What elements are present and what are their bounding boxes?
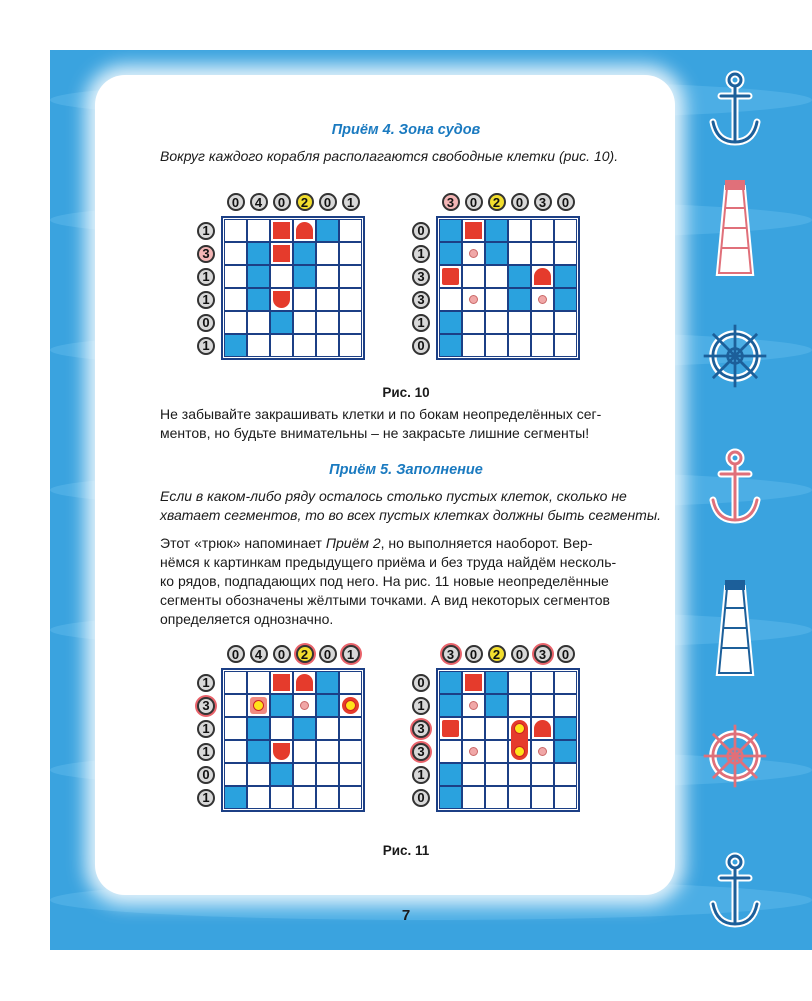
paragraph-line: Не забывайте закрашивать клетки и по бокам неопределённых сег- <box>160 406 602 422</box>
sea-cell <box>316 694 339 717</box>
grid-cell <box>508 311 531 334</box>
column-clue: 2 <box>488 645 506 663</box>
grid-cell <box>247 219 270 242</box>
grid-cell <box>293 288 316 311</box>
sea-cell <box>508 288 531 311</box>
grid-cell <box>508 671 531 694</box>
grid-cell <box>316 242 339 265</box>
row-clue: 1 <box>412 766 430 784</box>
section-heading-4: Приём 4. Зона судов <box>331 122 481 138</box>
sea-cell <box>293 242 316 265</box>
anchor-icon <box>700 70 770 150</box>
sea-cell <box>247 265 270 288</box>
grid-cell <box>531 334 554 357</box>
row-clue: 1 <box>197 337 215 355</box>
grid-cell <box>270 786 293 809</box>
grid-cell <box>270 265 293 288</box>
segment-hint-dot <box>469 701 478 710</box>
grid-cell <box>508 694 531 717</box>
column-clue: 3 <box>442 193 460 211</box>
column-clue: 0 <box>465 193 483 211</box>
grid-cell <box>339 219 362 242</box>
grid-cell <box>554 219 577 242</box>
row-clue: 0 <box>197 314 215 332</box>
ship-segment <box>442 720 459 737</box>
grid-cell <box>508 334 531 357</box>
column-clue: 3 <box>534 645 552 663</box>
column-clue: 0 <box>557 645 575 663</box>
row-clue: 3 <box>412 720 430 738</box>
grid-cell <box>339 265 362 288</box>
ship-segment <box>273 245 290 262</box>
grid-cell <box>339 311 362 334</box>
grid-cell <box>247 671 270 694</box>
row-clue: 3 <box>412 743 430 761</box>
sea-cell <box>485 694 508 717</box>
ship-wheel-icon <box>700 718 770 794</box>
row-clue: 0 <box>412 222 430 240</box>
sea-cell <box>439 763 462 786</box>
ship-end-bottom <box>273 291 290 308</box>
grid-cell <box>485 288 508 311</box>
sea-cell <box>270 694 293 717</box>
grid-cell <box>485 311 508 334</box>
puzzle-figure-10-right <box>410 193 595 373</box>
unknown-segment-dot <box>253 700 264 711</box>
anchor-icon <box>700 448 770 528</box>
grid-cell <box>554 786 577 809</box>
column-clue: 1 <box>342 645 360 663</box>
column-clue: 0 <box>319 193 337 211</box>
row-clue: 0 <box>412 789 430 807</box>
grid-cell <box>316 311 339 334</box>
row-clue: 1 <box>197 268 215 286</box>
grid-cell <box>485 334 508 357</box>
grid-cell <box>293 740 316 763</box>
puzzle-figure-11-right <box>410 645 595 825</box>
row-clue: 0 <box>197 766 215 784</box>
segment-hint-dot <box>469 295 478 304</box>
grid-cell <box>339 717 362 740</box>
grid-cell <box>531 219 554 242</box>
sea-cell <box>439 671 462 694</box>
grid-cell <box>339 763 362 786</box>
figure-caption-10: Рис. 10 <box>382 385 430 400</box>
grid-cell <box>339 786 362 809</box>
grid-cell <box>224 311 247 334</box>
grid-cell <box>339 288 362 311</box>
page-number: 7 <box>401 907 411 924</box>
sea-cell <box>439 786 462 809</box>
row-clue: 3 <box>197 245 215 263</box>
row-clue: 1 <box>412 314 430 332</box>
rule-text-line: Если в каком-либо ряду осталось столько пустых клеток, сколько не <box>160 488 627 504</box>
unknown-segment-dot <box>345 700 356 711</box>
rule-text-line: хватает сегментов, то во всех пустых клетках должны быть сегменты. <box>160 507 662 523</box>
grid-cell <box>247 334 270 357</box>
column-clue: 0 <box>227 645 245 663</box>
column-clue: 0 <box>511 193 529 211</box>
ship-end-top <box>296 674 313 691</box>
paragraph-line: ментов, но будьте внимательны – не закрасьте лишние сегменты! <box>160 425 590 441</box>
grid-cell <box>247 786 270 809</box>
unknown-segment-dot <box>514 746 525 757</box>
row-clue: 1 <box>197 743 215 761</box>
grid-cell <box>531 671 554 694</box>
ship-segment <box>273 674 290 691</box>
column-clue: 2 <box>488 193 506 211</box>
grid-cell <box>462 763 485 786</box>
text-span: Этот «трюк» напоминает <box>160 535 326 551</box>
grid-cell <box>316 265 339 288</box>
row-clue: 0 <box>412 674 430 692</box>
grid-cell <box>224 717 247 740</box>
row-clue: 1 <box>197 789 215 807</box>
grid-cell <box>224 740 247 763</box>
row-clue: 1 <box>197 222 215 240</box>
text-span: , но выполняется наоборот. Вер- <box>380 535 593 551</box>
grid-cell <box>224 671 247 694</box>
lighthouse-icon <box>700 178 770 278</box>
grid-cell <box>293 763 316 786</box>
sea-cell <box>439 334 462 357</box>
sea-cell <box>485 671 508 694</box>
sea-cell <box>554 265 577 288</box>
grid-cell <box>508 763 531 786</box>
grid-cell <box>531 763 554 786</box>
sea-cell <box>247 288 270 311</box>
grid-cell <box>485 740 508 763</box>
paragraph-line: определяется однозначно. <box>160 611 334 627</box>
grid-cell <box>554 671 577 694</box>
grid-cell <box>224 694 247 717</box>
grid-cell <box>439 740 462 763</box>
grid-cell <box>462 717 485 740</box>
column-clue: 4 <box>250 193 268 211</box>
column-clue: 4 <box>250 645 268 663</box>
sea-cell <box>270 311 293 334</box>
ship-wheel-icon <box>700 318 770 394</box>
grid-cell <box>554 334 577 357</box>
paragraph-line <box>160 534 593 553</box>
row-clue: 3 <box>197 697 215 715</box>
grid-cell <box>508 219 531 242</box>
sea-cell <box>508 265 531 288</box>
grid-cell <box>439 288 462 311</box>
segment-hint-dot <box>300 701 309 710</box>
grid-cell <box>462 265 485 288</box>
grid-cell <box>508 242 531 265</box>
sea-cell <box>554 717 577 740</box>
grid-cell <box>316 786 339 809</box>
grid-cell <box>462 334 485 357</box>
grid-cell <box>485 763 508 786</box>
grid-cell <box>293 334 316 357</box>
grid-cell <box>339 242 362 265</box>
grid-cell <box>531 786 554 809</box>
grid-cell <box>224 288 247 311</box>
row-clue: 1 <box>197 674 215 692</box>
puzzle-figure-10-left <box>195 193 380 373</box>
column-clue: 0 <box>319 645 337 663</box>
sea-cell <box>224 334 247 357</box>
sea-cell <box>270 763 293 786</box>
column-clue: 0 <box>557 193 575 211</box>
grid-cell <box>531 242 554 265</box>
sea-cell <box>316 671 339 694</box>
ship-segment <box>465 222 482 239</box>
grid-cell <box>531 694 554 717</box>
sea-cell <box>224 786 247 809</box>
grid-cell <box>247 311 270 334</box>
paragraph-line: ко рядов, подпадающих под него. На рис. 11 новые неопределённые <box>160 573 609 589</box>
grid-cell <box>554 311 577 334</box>
grid-cell <box>293 786 316 809</box>
row-clue: 0 <box>412 337 430 355</box>
grid-cell <box>339 740 362 763</box>
ship-segment <box>465 674 482 691</box>
sea-cell <box>439 311 462 334</box>
grid-cell <box>554 242 577 265</box>
column-clue: 3 <box>442 645 460 663</box>
grid-cell <box>462 786 485 809</box>
grid-cell <box>554 694 577 717</box>
row-clue: 1 <box>412 697 430 715</box>
paragraph-line: сегменты обозначены жёлтыми точками. А вид некоторых сегментов <box>160 592 610 608</box>
grid-cell <box>224 265 247 288</box>
sea-cell <box>316 219 339 242</box>
intro-text: Вокруг каждого корабля располагаются свободные клетки (рис. 10). <box>160 148 619 164</box>
sea-cell <box>293 717 316 740</box>
sea-cell <box>293 265 316 288</box>
segment-hint-dot <box>538 747 547 756</box>
ship-end-top <box>296 222 313 239</box>
row-clue: 1 <box>197 291 215 309</box>
paragraph-line: нёмся к картинкам предыдущего приёма и без труда найдём несколь- <box>160 554 617 570</box>
grid-cell <box>485 717 508 740</box>
sea-cell <box>439 219 462 242</box>
column-clue: 0 <box>227 193 245 211</box>
column-clue: 0 <box>273 645 291 663</box>
segment-hint-dot <box>469 747 478 756</box>
sea-cell <box>247 717 270 740</box>
row-clue: 1 <box>197 720 215 738</box>
grid-cell <box>316 288 339 311</box>
column-clue: 0 <box>273 193 291 211</box>
unknown-segment-dot <box>514 723 525 734</box>
sea-cell <box>247 242 270 265</box>
ship-end-bottom <box>273 743 290 760</box>
sea-cell <box>439 694 462 717</box>
segment-hint-dot <box>538 295 547 304</box>
grid-cell <box>224 763 247 786</box>
ship-end-top <box>534 268 551 285</box>
sea-cell <box>439 242 462 265</box>
grid-cell <box>316 740 339 763</box>
grid-cell <box>316 717 339 740</box>
column-clue: 0 <box>511 645 529 663</box>
puzzle-figure-11-left <box>195 645 380 825</box>
grid-cell <box>270 334 293 357</box>
sea-cell <box>247 740 270 763</box>
lighthouse-icon <box>700 578 770 678</box>
sea-cell <box>485 242 508 265</box>
grid-cell <box>339 671 362 694</box>
sea-cell <box>554 288 577 311</box>
grid-cell <box>485 265 508 288</box>
grid-cell <box>531 311 554 334</box>
grid-cell <box>270 717 293 740</box>
ship-segment <box>273 222 290 239</box>
figure-caption-11: Рис. 11 <box>382 843 430 858</box>
section-heading-5: Приём 5. Заполнение <box>329 462 483 478</box>
emphasis-span: Приём 2 <box>325 535 381 551</box>
grid-cell <box>224 242 247 265</box>
grid-cell <box>508 786 531 809</box>
row-clue: 3 <box>412 268 430 286</box>
grid-cell <box>462 311 485 334</box>
column-clue: 2 <box>296 193 314 211</box>
grid-cell <box>247 763 270 786</box>
grid-cell <box>293 311 316 334</box>
grid-cell <box>316 763 339 786</box>
grid-cell <box>554 763 577 786</box>
row-clue: 1 <box>412 245 430 263</box>
sea-cell <box>485 219 508 242</box>
grid-cell <box>224 219 247 242</box>
column-clue: 2 <box>296 645 314 663</box>
sea-cell <box>554 740 577 763</box>
column-clue: 3 <box>534 193 552 211</box>
grid-cell <box>485 786 508 809</box>
segment-hint-dot <box>469 249 478 258</box>
grid-cell <box>339 334 362 357</box>
row-clue: 3 <box>412 291 430 309</box>
ship-end-top <box>534 720 551 737</box>
grid-cell <box>316 334 339 357</box>
column-clue: 1 <box>342 193 360 211</box>
column-clue: 0 <box>465 645 483 663</box>
ship-segment <box>442 268 459 285</box>
